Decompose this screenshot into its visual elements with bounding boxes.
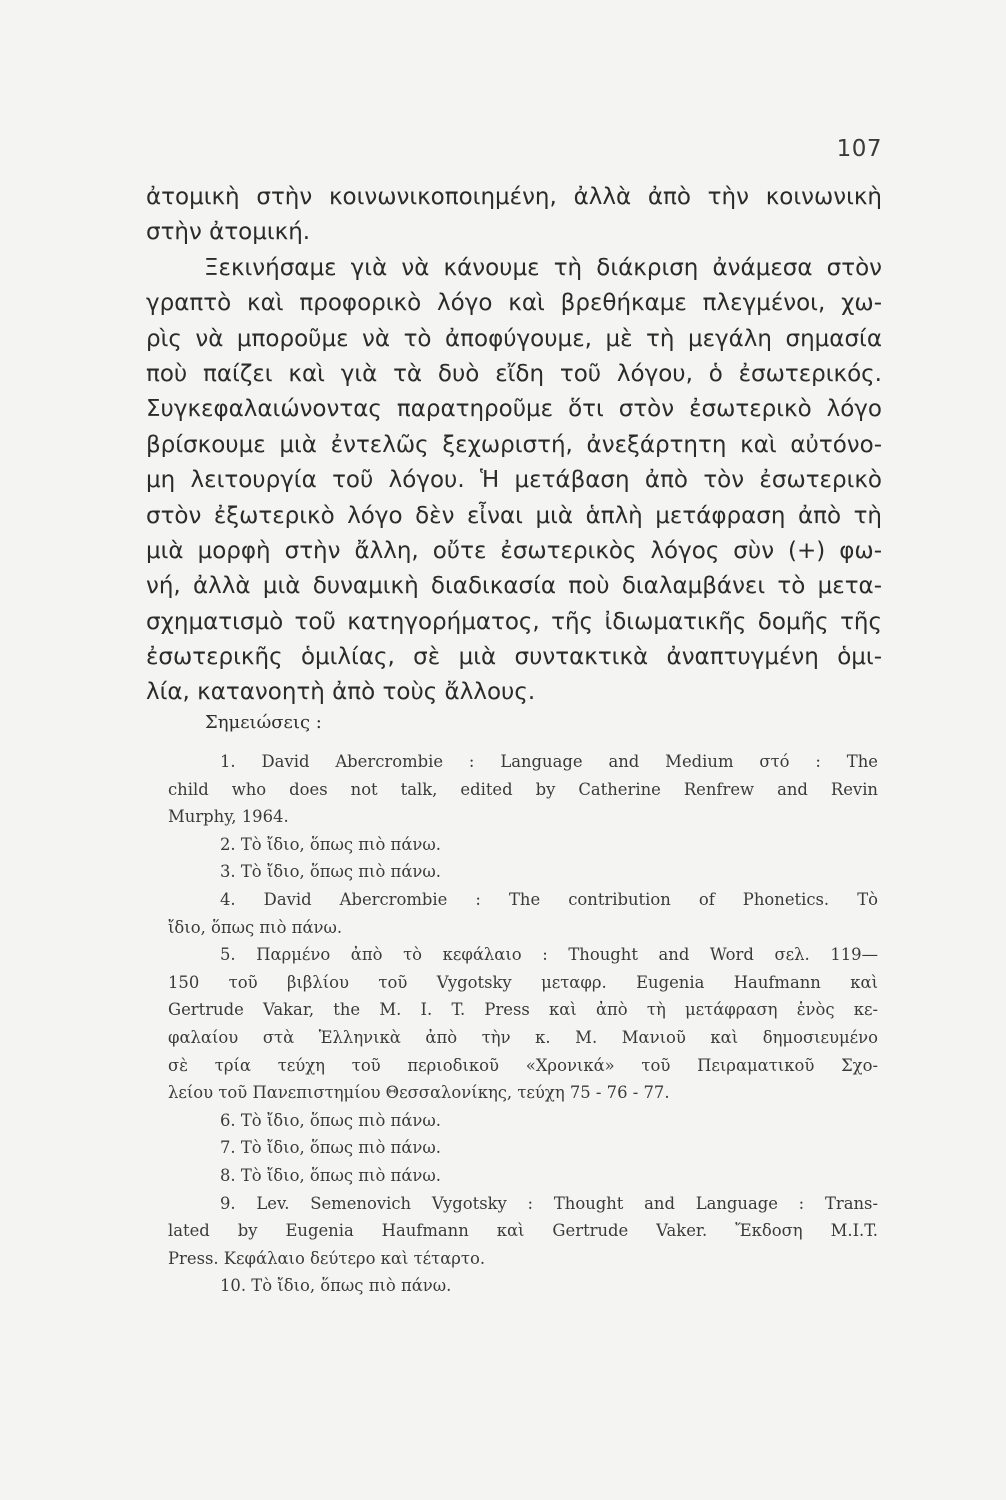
body-line: λία, κατανοητὴ ἀπὸ τοὺς ἄλλους. <box>146 679 536 706</box>
note-line: Gertrude Vakar, the M. I. T. Press καὶ ἀπὸ τὴ μετάφραση ἑνὸς κε- <box>168 1000 878 1020</box>
page-number: 107 <box>836 136 882 162</box>
note-line: Murphy, 1964. <box>168 807 289 827</box>
body-line: γραπτὸ καὶ προφορικὸ λόγο καὶ βρεθήκαμε πλεγμένοι, χω- <box>146 290 882 317</box>
note-line: 7. Τὸ ἴδιο, ὅπως πιὸ πάνω. <box>220 1138 441 1158</box>
body-line: ποὺ παίζει καὶ γιὰ τὰ δυὸ εἴδη τοῦ λόγου, ὁ ἐσωτερικός. <box>146 360 882 387</box>
body-line: βρίσκουμε μιὰ ἐντελῶς ξεχωριστή, ἀνεξάρτητη καὶ αὐτόνο- <box>146 431 882 458</box>
note-line: ἴδιο, ὅπως πιὸ πάνω. <box>168 917 343 937</box>
note-line: 4. David Abercrombie : The contribution of Phonetics. Τὸ <box>220 889 878 909</box>
note-line: λείου τοῦ Πανεπιστημίου Θεσσαλονίκης, τεύχη 75 - 76 - 77. <box>168 1083 670 1103</box>
body-line: νή, ἀλλὰ μιὰ δυναμικὴ διαδικασία ποὺ διαλαμβάνει τὸ μετα- <box>146 573 882 600</box>
note-line: 150 τοῦ βιβλίου τοῦ Vygotsky μεταφρ. Eugenia Haufmann καὶ <box>168 972 878 992</box>
note-line: σὲ τρία τεύχη τοῦ περιοδικοῦ «Χρονικά» τοῦ Πειραματικοῦ Σχο- <box>168 1055 878 1075</box>
note-line: 8. Τὸ ἴδιο, ὅπως πιὸ πάνω. <box>220 1165 441 1185</box>
body-line: Ξεκινήσαμε γιὰ νὰ κάνουμε τὴ διάκριση ἀνάμεσα στὸν <box>204 254 882 281</box>
body-line: ρὶς νὰ μποροῦμε νὰ τὸ ἀποφύγουμε, μὲ τὴ μεγάλη σημασία <box>146 325 882 352</box>
note-line: 1. David Abercrombie : Language and Medium στό : The <box>220 752 878 771</box>
note-line: 3. Τὸ ἴδιο, ὅπως πιὸ πάνω. <box>220 862 441 882</box>
notes-heading: Σημειώσεις : <box>205 712 322 733</box>
note-line: φαλαίου στὰ Ἑλληνικὰ ἀπὸ τὴν κ. Μ. Μανιοῦ καὶ δημοσιευμένο <box>168 1027 878 1047</box>
body-text <box>146 180 882 711</box>
body-line: σχηματισμὸ τοῦ κατηγορήματος, τῆς ἰδιωματικῆς δομῆς τῆς <box>146 608 882 635</box>
note-line: 5. Παρμένο ἀπὸ τὸ κεφάλαιο : Thought and Word σελ. 119— <box>220 945 878 965</box>
body-line: ἐσωτερικῆς ὁμιλίας, σὲ μιὰ συντακτικὰ ἀναπτυγμένη ὁμι- <box>146 644 882 671</box>
body-line: μιὰ μορφὴ στὴν ἄλλη, οὔτε ἐσωτερικὸς λόγος σὺν (+) φω- <box>146 537 882 564</box>
body-line: ἀτομικὴ στὴν κοινωνικοποιημένη, ἀλλὰ ἀπὸ τὴν κοινωνικὴ <box>146 184 882 210</box>
note-line: child who does not talk, edited by Catherine Renfrew and Revin <box>168 779 878 799</box>
notes-list <box>168 748 878 1300</box>
body-line: στὸν ἐξωτερικὸ λόγο δὲν εἶναι μιὰ ἁπλὴ μετάφραση ἀπὸ τὴ <box>146 502 882 529</box>
note-line: 9. Lev. Semenovich Vygotsky : Thought and Language : Trans- <box>220 1193 878 1213</box>
body-line: μη λειτουργία τοῦ λόγου. Ἡ μετάβαση ἀπὸ τὸν ἐσωτερικὸ <box>146 467 882 494</box>
note-line: Press. Κεφάλαιο δεύτερο καὶ τέταρτο. <box>168 1248 486 1268</box>
note-line: lated by Eugenia Haufmann καὶ Gertrude Vaker. Ἔκδοση M.I.T. <box>168 1221 878 1241</box>
note-line: 6. Τὸ ἴδιο, ὅπως πιὸ πάνω. <box>220 1110 441 1130</box>
body-line: στὴν ἀτομική. <box>146 219 311 246</box>
body-line: Συγκεφαλαιώνοντας παρατηροῦμε ὅτι στὸν ἐσωτερικὸ λόγο <box>146 396 882 423</box>
note-line: 2. Τὸ ἴδιο, ὅπως πιὸ πάνω. <box>220 834 441 854</box>
note-line: 10. Τὸ ἴδιο, ὅπως πιὸ πάνω. <box>220 1276 452 1296</box>
